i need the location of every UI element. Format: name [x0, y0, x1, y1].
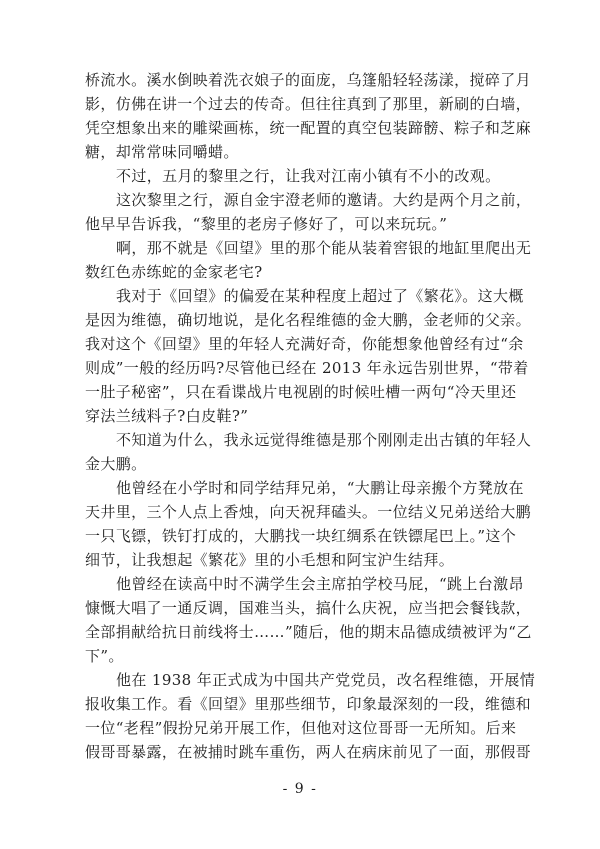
text-line: 这次黎里之行，源自金宇澄老师的邀请。大约是两个月之前，	[116, 191, 532, 209]
text-line: 一只飞镖，铁钉打成的，大鹏找一块红绸系在铁镖尾巴上。”这个	[85, 527, 517, 545]
text-line: 凭空想象出来的雕梁画栋，统一配置的真空包装蹄髈、粽子和芝麻	[85, 119, 532, 137]
text-line: 影，仿佛在讲一个过去的传奇。但往往真到了那里，新刷的白墙，	[85, 95, 532, 113]
text-line: 一位“老程”假扮兄弟开展工作，但他对这位哥哥一无所知。后来	[85, 719, 517, 737]
text-line: 全部捐献给抗日前线将士……”随后，他的期末品德成绩被评为“乙	[85, 623, 532, 641]
text-line: 假哥哥暴露，在被捕时跳车重伤，两人在病床前见了一面，那假哥	[85, 743, 532, 761]
text-line: 他曾经在小学时和同学结拜兄弟，“大鹏让母亲搬个方凳放在	[116, 479, 524, 497]
text-line: 穿法兰绒料子?白皮鞋?”	[85, 407, 249, 425]
body-text	[85, 68, 537, 764]
text-line: 他早早告诉我，“黎里的老房子修好了，可以来玩玩。”	[85, 215, 448, 233]
text-line: 不过，五月的黎里之行，让我对江南小镇有不小的改观。	[116, 167, 501, 185]
text-line: 啊，那不就是《回望》里的那个能从装着窖银的地缸里爬出无	[116, 239, 532, 257]
text-line: 报收集工作。看《回望》里那些细节，印象最深刻的一段，维德和	[85, 695, 532, 713]
text-line: 我对这个《回望》里的年轻人充满好奇，你能想象他曾经有过“余	[85, 335, 524, 353]
text-line: 则成”一般的经历吗?尽管他已经在 2013 年永远告别世界，“带着	[85, 359, 529, 377]
text-line: 我对于《回望》的偏爱在某种程度上超过了《繁花》。这大概	[116, 287, 524, 305]
text-line: 是因为维德，确切地说，是化名程维德的金大鹏，金老师的父亲。	[85, 311, 532, 329]
text-line: 桥流水。溪水倒映着洗衣娘子的面庞，乌篷船轻轻荡漾，搅碎了月	[85, 71, 532, 89]
text-line: 细节，让我想起《繁花》里的小毛想和阿宝沪生结拜。	[85, 551, 455, 569]
text-line: 他在 1938 年正式成为中国共产党党员，改名程维德，开展情	[116, 671, 536, 689]
text-line: 一肚子秘密”，只在看谍战片电视剧的时候吐槽一两句“冷天里还	[85, 383, 517, 401]
text-line: 天井里，三个人点上香烛，向天祝拜磕头。一位结义兄弟送给大鹏	[85, 503, 532, 521]
text-line: 数红色赤练蛇的金家老宅?	[85, 263, 263, 281]
text-line: 下”。	[85, 647, 124, 665]
page-number: - 9 -	[282, 781, 318, 797]
text-line: 糖，却常常味同嚼蜡。	[85, 143, 239, 161]
text-line: 金大鹏。	[85, 455, 147, 473]
text-line: 他曾经在读高中时不满学生会主席拍学校马屁，“跳上台激昂	[116, 575, 524, 593]
text-line: 慷慨大唱了一通反调，国难当头，搞什么庆祝，应当把会餐钱款，	[85, 599, 532, 617]
text-line: 不知道为什么，我永远觉得维德是那个刚刚走出古镇的年轻人	[116, 431, 532, 449]
